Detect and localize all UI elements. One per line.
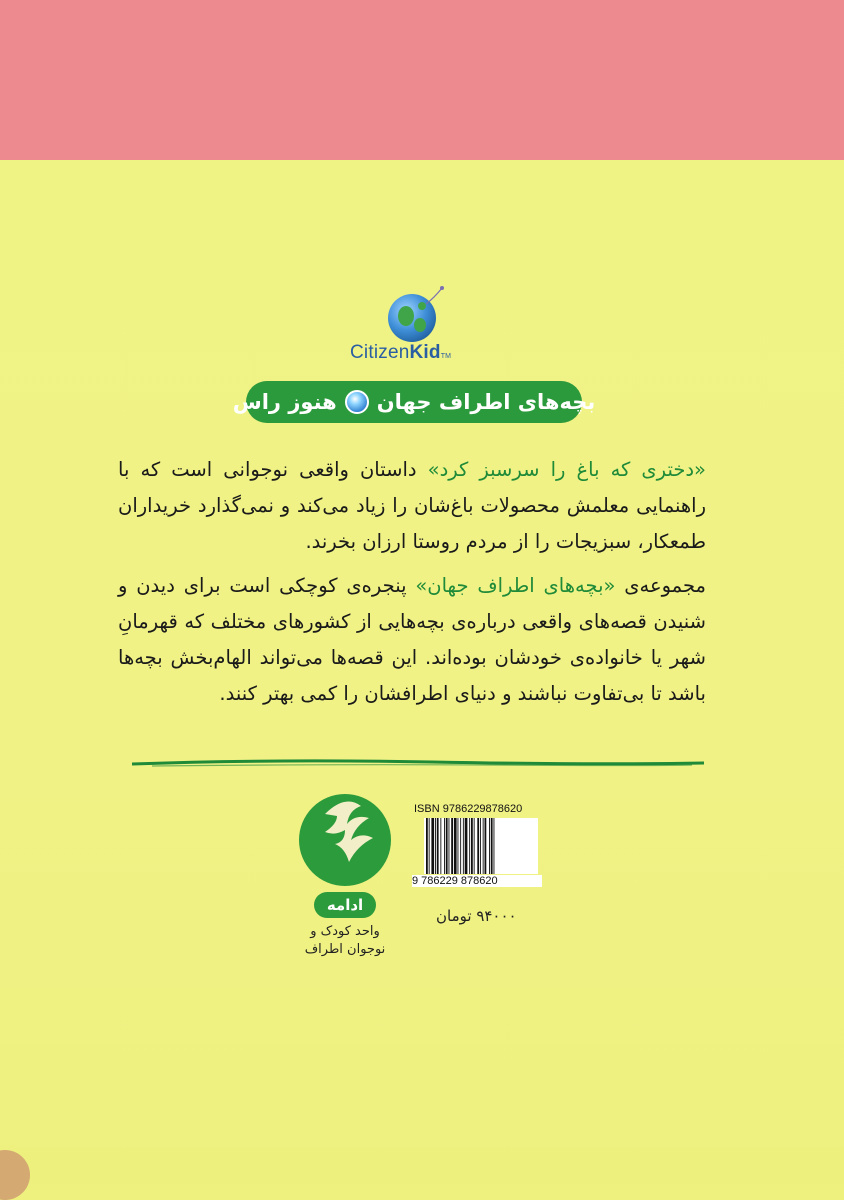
publisher-name-badge: ادامه — [314, 892, 376, 918]
isbn-label: ISBN 9786229878620 — [414, 803, 523, 815]
series-title-quote: «بچه‌های اطراف جهان» — [415, 574, 616, 597]
brush-divider — [132, 756, 704, 770]
logo-wordmark: CitizenKidTM — [350, 342, 452, 363]
publisher-logo-icon — [295, 784, 395, 890]
series-banner — [232, 381, 596, 423]
barcode-bars — [424, 818, 538, 874]
price: ۹۴۰۰۰ تومان — [436, 907, 517, 925]
description-text — [118, 452, 706, 720]
series-title: بچه‌های اطراف جهان — [376, 390, 596, 414]
top-pink-band — [0, 0, 844, 160]
series-publisher: هنوز راس — [232, 390, 337, 414]
barcode — [412, 803, 540, 889]
description-paragraph-2: مجموعه‌ی «بچه‌های اطراف جهان» پنجره‌ی کوچکی است برای دیدن و شنیدن قصه‌های واقعی درباره‌ی بچه‌هایی از کشورهای مختلف که قهرمانِ شهر یا خانواده‌ی خودشان بوده‌اند. این قصه‌ها می‌تواند الهام‌بخش بچه‌ها باشد تا بی‌تفاوت نباشند و دنیای اطرافشان را کمی بهتر کنند. — [118, 574, 706, 705]
publisher-line-2: نوجوان اطراف — [304, 942, 386, 957]
citizenkid-logo — [340, 284, 490, 374]
publisher-line-1: واحد کودک و — [310, 924, 380, 939]
book-title-quote: «دختری که باغ را سرسبز کرد» — [427, 458, 706, 481]
isbn-digits: 9 786229 878620 — [412, 875, 542, 887]
globe-icon — [345, 390, 369, 414]
satellite-icon — [424, 284, 446, 306]
description-paragraph-1: «دختری که باغ را سرسبز کرد» داستان واقعی نوجوانی است که با راهنمایی معلمش محصولات باغ‌شان را زیاد می‌کند و نمی‌گذارد خریداران طمعکار، سبزیجات را از مردم روستا ارزان بخرند. — [118, 458, 706, 553]
